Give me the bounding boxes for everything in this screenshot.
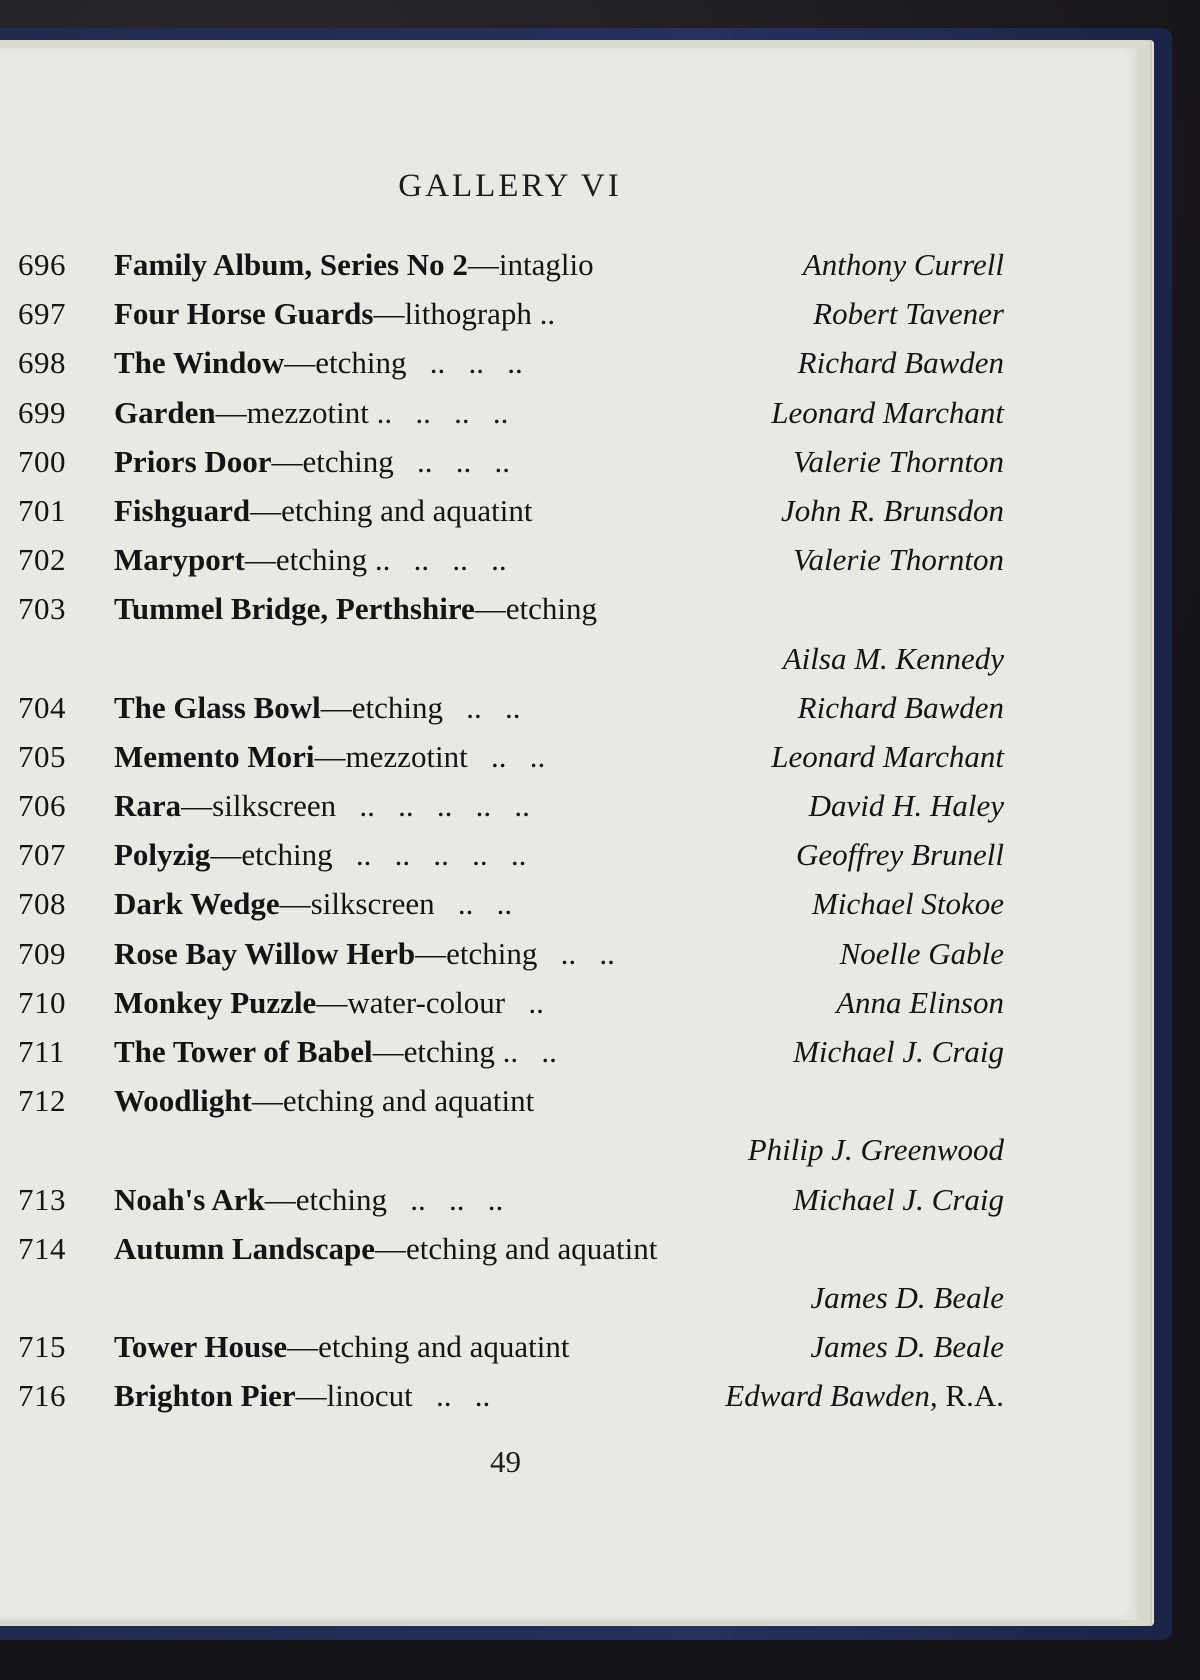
entry-title [114,535,507,584]
entry-artist [748,1125,1004,1174]
entry-title-name: Monkey Puzzle [114,984,317,1020]
entry-number: 696 [18,247,66,282]
entry-title-name: Fishguard [114,492,251,528]
catalogue-entry [0,1175,1020,1224]
catalogue-entry [0,289,1020,338]
artist-name: Leonard Marchant [771,394,1004,430]
entry-title-name: Memento Mori [114,738,315,774]
entry-artist [798,683,1004,732]
entry-title [114,240,594,289]
entry-medium: —etching and aquatint [287,1329,570,1365]
entry-number: 700 [18,443,66,479]
artist-name: Valerie Thornton [793,443,1004,479]
entry-number: 708 [18,886,66,922]
entry-title-name: Family Album, Series No 2 [114,247,468,282]
catalogue-entry [0,388,1020,437]
entry-number: 705 [18,738,66,774]
entry-medium: —etching .. .. .. [264,1181,504,1217]
entry-artist [781,486,1004,535]
entry-artist [771,388,1004,437]
artist-name: Geoffrey Brunell [795,837,1004,873]
entry-title [114,879,512,928]
catalogue-entry [0,1371,1020,1420]
entry-number: 712 [18,1083,66,1119]
entry-title [114,1175,503,1224]
entry-artist [809,781,1004,830]
entry-artist [840,929,1004,978]
entry-artist [793,1175,1004,1224]
entry-number: 702 [18,542,66,578]
entry-title-name: Four Horse Guards [114,296,374,332]
artist-name: Ailsa M. Kennedy [782,640,1004,676]
catalogue-entry [0,781,1020,830]
catalogue-entry [0,879,1020,928]
catalogue-entry [0,486,1020,535]
entry-artist [836,978,1004,1027]
entry-number: 714 [18,1230,66,1266]
entry-artist [813,289,1004,338]
entry-medium: —silkscreen .. .. .. .. .. [181,788,530,824]
entry-artist-line [0,634,1020,683]
entry-medium: —etching .. .. .. [271,443,511,479]
artist-name: Richard Bawden [797,689,1004,725]
artist-name: James D. Beale [810,1279,1004,1315]
page-number: 49 [490,1444,521,1479]
entry-title [114,338,523,387]
entry-title-name: Woodlight [114,1083,252,1119]
entry-title-name: Dark Wedge [114,886,280,922]
catalogue-entries [0,240,1020,1421]
entry-title-name: Tummel Bridge, Perthshire [114,591,475,627]
catalogue-entry [0,535,1020,584]
entry-medium: —intaglio [467,247,594,282]
entry-artist [796,830,1004,879]
entry-title [114,1076,534,1125]
entry-title [114,781,530,830]
entry-medium: —mezzotint .. .. .. .. [215,394,509,430]
entry-number: 707 [18,837,66,873]
entry-title [114,830,526,879]
entry-artist [783,634,1004,683]
entry-title-name: Noah's Ark [114,1181,265,1217]
entry-number: 713 [18,1181,66,1217]
entry-title-name: The Glass Bowl [114,689,321,725]
artist-name: Edward Bawden, [725,1378,938,1414]
entry-title-name: The Window [114,345,285,381]
entry-number: 699 [18,394,66,430]
artist-name: Michael J. Craig [793,1034,1004,1069]
entry-artist-line [0,1125,1020,1174]
entry-title [114,929,615,978]
entry-title-name: Maryport [114,542,245,578]
entry-title-name: Rara [114,788,182,824]
entry-artist [798,338,1004,387]
entry-title [114,1371,490,1420]
catalogue-entry [0,1076,1020,1174]
artist-name: Valerie Thornton [793,542,1004,578]
artist-suffix: R.A. [937,1378,1004,1414]
entry-number: 706 [18,788,66,824]
entry-artist-line [0,1273,1020,1322]
entry-artist [803,240,1004,289]
entry-medium: —silkscreen .. .. [279,886,513,922]
entry-medium: —etching .. .. .. [284,345,523,381]
artist-name: James D. Beale [810,1329,1004,1365]
entry-title-name: Polyzig [114,837,211,873]
entry-number: 710 [18,984,66,1020]
entry-medium: —etching .. .. .. .. .. [210,837,527,873]
entry-number: 698 [18,345,66,381]
catalogue-entry [0,978,1020,1027]
entry-number: 703 [18,591,66,627]
entry-title-name: Tower House [114,1329,288,1365]
entry-artist [725,1371,1004,1420]
entry-medium: —linocut .. .. [295,1378,491,1414]
entry-medium: —etching .. .. .. .. [244,542,507,578]
entry-artist [810,1322,1004,1371]
artist-name: Michael J. Craig [793,1181,1004,1217]
catalogue-entry [0,683,1020,732]
artist-name: Noelle Gable [839,935,1004,971]
entry-medium: —lithograph .. [373,296,556,332]
artist-name: John R. Brunsdon [780,492,1004,528]
catalogue-entry [0,1027,1020,1076]
artist-name: Anthony Currell [802,247,1004,282]
entry-medium: —etching and aquatint [375,1230,658,1266]
entry-title-name: Autumn Landscape [114,1230,375,1266]
entry-title [114,978,544,1027]
entry-medium: —etching and aquatint [251,1083,535,1119]
entry-artist [810,1273,1004,1322]
entry-medium: —etching [474,591,598,627]
artist-name: Philip J. Greenwood [747,1132,1004,1168]
catalogue-entry [0,437,1020,486]
catalogue-entry [0,240,1020,289]
entry-title-name: Rose Bay Willow Herb [114,935,416,971]
entry-title [114,1322,569,1371]
entry-title [114,683,520,732]
entry-number: 701 [18,492,66,528]
artist-name: Richard Bawden [797,345,1004,381]
gallery-heading: GALLERY VI [398,168,622,204]
entry-title-name: Garden [114,394,216,430]
entry-number: 711 [18,1034,65,1069]
entry-title-name: Brighton Pier [114,1378,296,1414]
catalogue-entry [0,338,1020,387]
entry-number: 715 [18,1329,66,1365]
entry-title-name: The Tower of Babel [114,1034,373,1069]
entry-medium: —etching .. .. [320,689,521,725]
artist-name: David H. Haley [808,788,1004,824]
entry-title [114,289,555,338]
artist-name: Robert Tavener [813,296,1004,332]
entry-artist [771,732,1004,781]
catalogue-entry [0,584,1020,682]
artist-name: Anna Elinson [836,984,1004,1020]
entry-artist [812,879,1004,928]
entry-title [114,584,597,633]
catalogue-entry [0,1224,1020,1322]
entry-title-name: Priors Door [114,443,272,479]
catalogue-entry [0,732,1020,781]
entry-number: 716 [18,1378,66,1414]
entry-artist [793,535,1004,584]
catalogue-entry [0,929,1020,978]
artist-name: Leonard Marchant [771,738,1004,774]
artist-name: Michael Stokoe [812,886,1004,922]
entry-medium: —mezzotint .. .. [314,738,546,774]
catalogue-entry [0,830,1020,879]
entry-artist [793,437,1004,486]
entry-title [114,1224,657,1273]
catalogue-entry [0,1322,1020,1371]
entry-medium: —etching and aquatint [250,492,533,528]
entry-number: 697 [18,296,66,332]
entry-medium: —water-colour .. [316,984,544,1020]
entry-medium: —etching .. .. [372,1034,557,1069]
entry-title [114,732,545,781]
entry-title [114,1027,557,1076]
entry-title [114,437,510,486]
entry-number: 704 [18,689,66,725]
entry-title [114,486,532,535]
entry-title [114,388,508,437]
entry-number: 709 [18,935,66,971]
entry-medium: —etching .. .. [415,935,615,971]
entry-artist [793,1027,1004,1076]
